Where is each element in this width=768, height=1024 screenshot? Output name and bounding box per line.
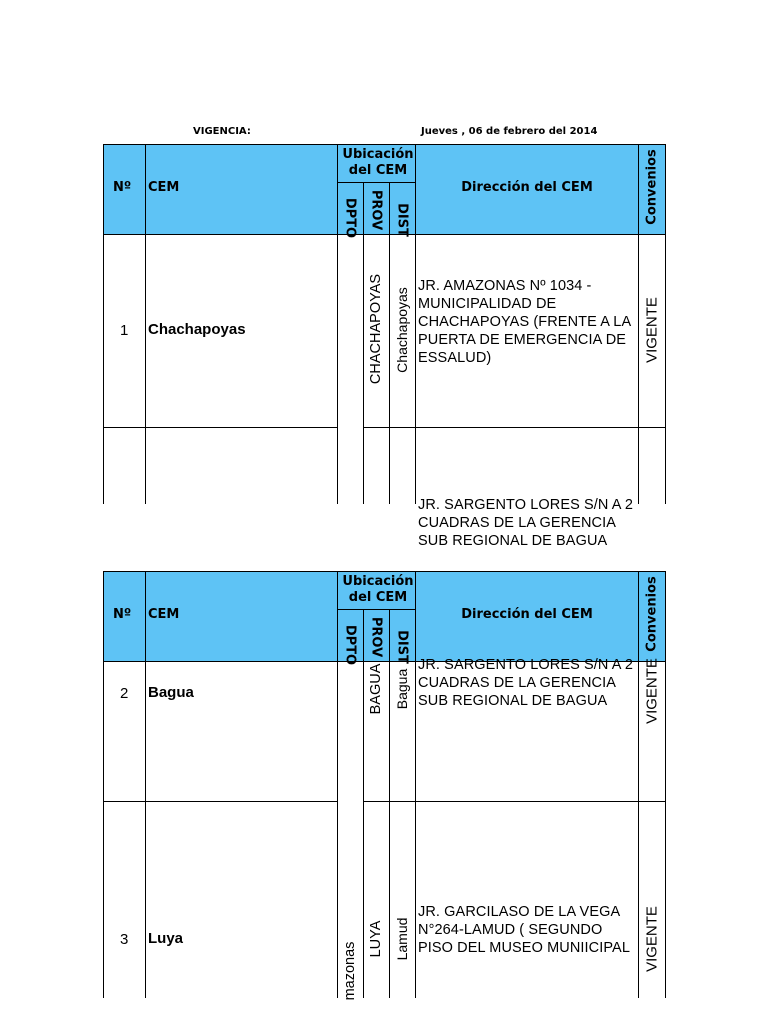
table-2-body: [100, 657, 670, 1001]
cem-name: Luya: [148, 930, 184, 947]
header-prov-label: PROV: [368, 189, 384, 231]
direccion-value: JR. SARGENTO LORES S/N A 2 CUADRAS DE LA GERENCIA SUB REGIONAL DE BAGUA: [418, 497, 634, 549]
header-no-label: Nº: [113, 607, 132, 622]
vigencia-label: VIGENCIA:: [193, 126, 251, 137]
convenio-value: VIGENTE: [643, 658, 661, 724]
direccion-value: JR. GARCILASO DE LA VEGA N°264-LAMUD ( SEGUNDO PISO DEL MUSEO MUNIICIPAL: [418, 904, 630, 956]
header-dist-label: DIST: [394, 630, 410, 664]
prov-value: LUYA: [368, 920, 384, 958]
header-dpto-label: DPTO: [342, 624, 358, 666]
convenio-value: VIGENTE: [643, 906, 661, 972]
cem-name: Chachapoyas: [148, 321, 246, 338]
convenio-value: VIGENTE: [643, 297, 661, 363]
report-date: Jueves , 06 de febrero del 2014: [421, 126, 598, 137]
header-dist-label: DIST: [394, 203, 410, 237]
prov-value: CHACHAPOYAS: [368, 273, 384, 385]
header-prov-label: PROV: [368, 616, 384, 658]
header-cem-label: CEM: [148, 180, 180, 195]
header-convenios-label: Convenios: [644, 149, 660, 225]
dist-value: Chachapoyas: [394, 287, 410, 373]
dist-value: Bagua: [394, 668, 410, 710]
direccion-value: JR. SARGENTO LORES S/N A 2 CUADRAS DE LA GERENCIA SUB REGIONAL DE BAGUA: [418, 657, 634, 709]
header-dpto-label: DPTO: [342, 197, 358, 239]
direccion-value: JR. AMAZONAS Nº 1034 - MUNICIPALIDAD DE CHACHAPOYAS (FRENTE A LA PUERTA DE EMERGENCIA DE ESSALUD): [418, 278, 631, 366]
dist-value: Lamud: [394, 917, 410, 961]
row-number: 3: [120, 931, 129, 948]
row-number: 2: [120, 685, 129, 702]
cem-name: Bagua: [148, 684, 194, 701]
header-convenios-label: Convenios: [644, 576, 660, 652]
header-direccion-label: Dirección del CEM: [461, 607, 593, 622]
row-number: 1: [120, 322, 129, 339]
header-no-label: Nº: [113, 180, 132, 195]
header-ubicacion-label: Ubicación del CEM: [342, 574, 414, 605]
header-cem-label: CEM: [148, 607, 180, 622]
dpto-value: mazonas: [342, 941, 358, 1001]
header-direccion-label: Dirección del CEM: [461, 180, 593, 195]
header-ubicacion-label: Ubicación del CEM: [342, 147, 414, 178]
prov-value: BAGUA: [368, 663, 384, 715]
table-1-body: [100, 234, 670, 549]
